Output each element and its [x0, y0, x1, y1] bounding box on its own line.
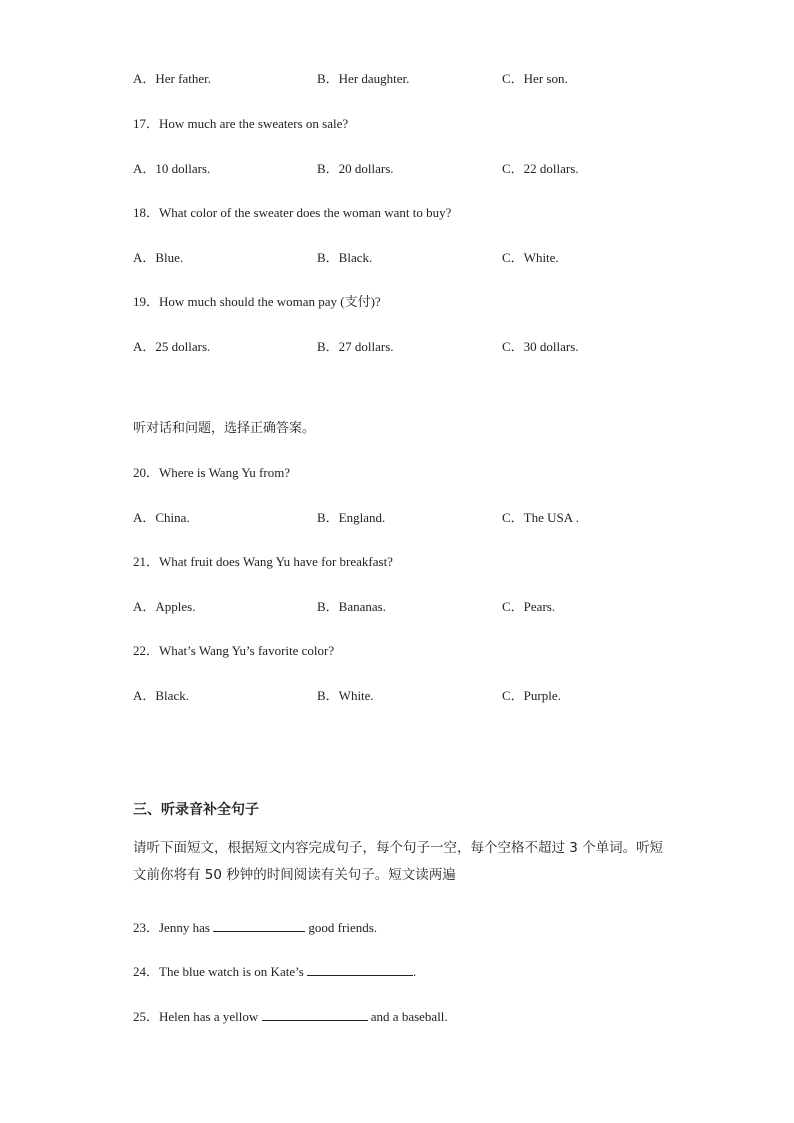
q19-option-a: A．25 dollars.: [133, 339, 211, 354]
q18-option-a: A．Blue.: [133, 250, 184, 265]
q23-text-after: good friends.: [305, 920, 378, 935]
q21-option-c: C．Pears.: [502, 599, 556, 614]
q24-text-before: 24．The blue watch is on Kate’s: [133, 964, 308, 979]
q17-option-b: B．20 dollars.: [317, 161, 394, 176]
q22-option-b: B．White.: [317, 688, 374, 703]
q24-text-after: .: [413, 964, 417, 979]
q18-option-b: B．Black.: [317, 250, 373, 265]
q20-option-a: A．China.: [133, 510, 190, 525]
q23-text-before: 23．Jenny has: [133, 920, 214, 935]
q17-option-c: C．22 dollars.: [502, 161, 579, 176]
q16-option-b: B．Her daughter.: [317, 71, 410, 86]
q16-option-c: C．Her son.: [502, 71, 568, 86]
q21-option-a: A．Apples.: [133, 599, 196, 614]
q23-blank[interactable]: [213, 919, 305, 932]
section-instructions: 请听下面短文，根据短文内容完成句子，每个句子一空，每个空格不超过 3 个单词。听短文前你将有 50 秒钟的时间阅读有关句子。短文读两遍: [133, 840, 664, 883]
q24-blank[interactable]: [307, 963, 413, 976]
q24-sentence: [133, 961, 416, 980]
q18-option-c: C．White.: [502, 250, 559, 265]
q20-option-c: C．The USA .: [502, 510, 579, 525]
q22-option-a: A．Black.: [133, 688, 189, 703]
q19-question: 19．How much should the woman pay (支付)?: [133, 294, 381, 309]
q20-option-b: B．England.: [317, 510, 386, 525]
q21-option-b: B．Bananas.: [317, 599, 386, 614]
q19-option-c: C．30 dollars.: [502, 339, 579, 354]
q21-question: 21．What fruit does Wang Yu have for breakfast?: [133, 554, 393, 569]
q22-question: 22．What’s Wang Yu’s favorite color?: [133, 643, 335, 658]
q18-question: 18．What color of the sweater does the woman want to buy?: [133, 205, 452, 220]
q25-text-before: 25．Helen has a yellow: [133, 1009, 262, 1024]
q16-option-a: A．Her father.: [133, 71, 211, 86]
q17-option-a: A．10 dollars.: [133, 161, 211, 176]
q23-sentence: [133, 917, 377, 936]
q25-text-after: and a baseball.: [367, 1009, 448, 1024]
q19-option-b: B．27 dollars.: [317, 339, 394, 354]
q20-question: 20．Where is Wang Yu from?: [133, 465, 291, 480]
q25-blank[interactable]: [262, 1008, 368, 1021]
q25-sentence: [133, 1006, 448, 1025]
q22-option-c: C．Purple.: [502, 688, 561, 703]
listening-instruction: 听对话和问题，选择正确答案。: [133, 421, 316, 436]
q17-question: 17．How much are the sweaters on sale?: [133, 116, 349, 131]
section-heading: 三、听录音补全句子: [133, 802, 259, 818]
